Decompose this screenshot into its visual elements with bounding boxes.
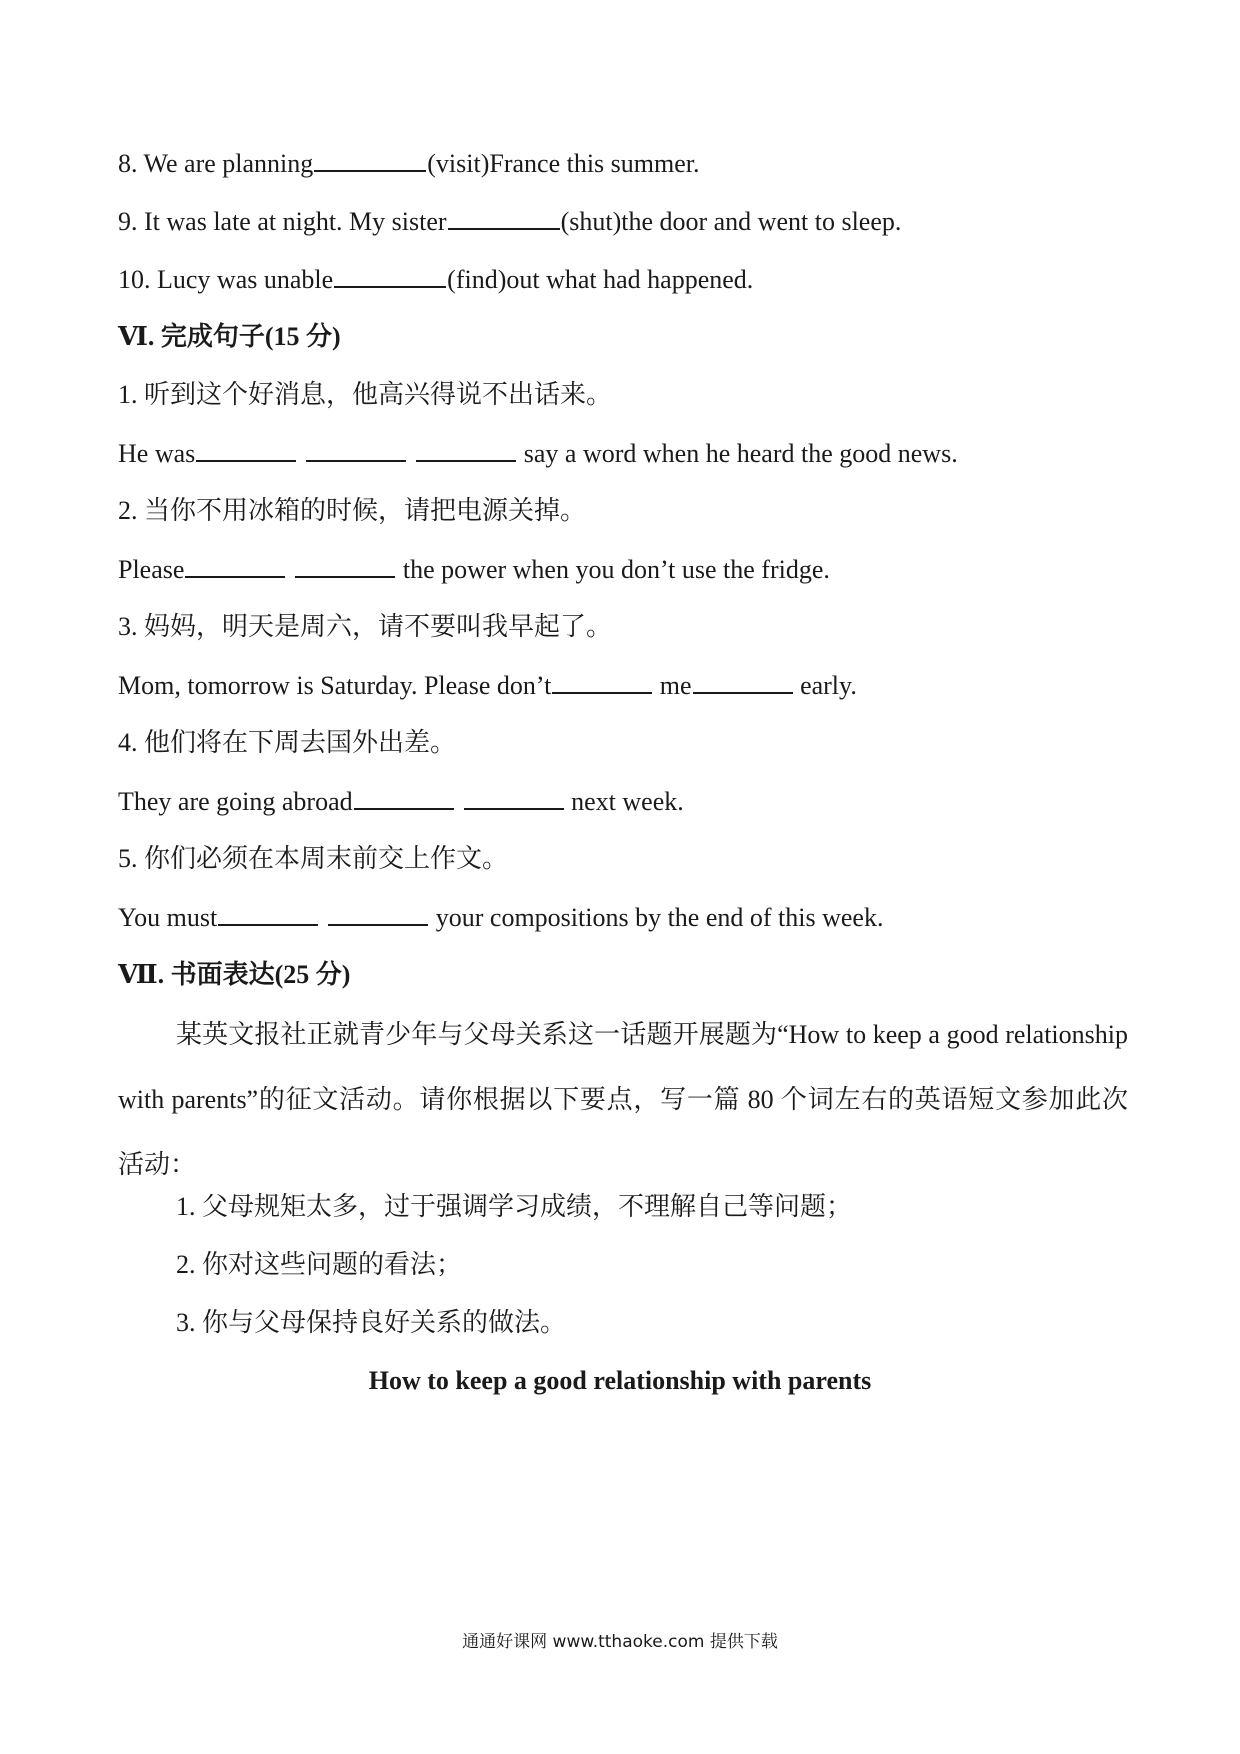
grammar-item-9: [118, 204, 901, 239]
answer-blank[interactable]: [185, 552, 285, 578]
answer-blank[interactable]: [552, 668, 652, 694]
section-6-item-4-english: [118, 784, 684, 819]
section-6-item-3-english: [118, 668, 857, 703]
answer-blank[interactable]: [464, 784, 564, 810]
answer-blank[interactable]: [693, 668, 793, 694]
answer-blank[interactable]: [328, 900, 428, 926]
answer-blank[interactable]: [416, 436, 516, 462]
section-6-item-3-chinese: 3. 妈妈，明天是周六，请不要叫我早起了。: [118, 612, 613, 641]
answer-blank[interactable]: [295, 552, 395, 578]
writing-point-2: 2. 你对这些问题的看法；: [176, 1250, 463, 1279]
section-6-item-5-chinese: 5. 你们必须在本周末前交上作文。: [118, 844, 509, 873]
grammar-item-8: [118, 146, 700, 181]
item-text: Please: [118, 555, 185, 584]
item-text: (visit)France this summer.: [427, 149, 700, 178]
grammar-item-10: [118, 262, 753, 297]
section-6-item-1-english: [118, 436, 958, 471]
answer-blank[interactable]: [354, 784, 454, 810]
item-text: 9. It was late at night. My sister: [118, 207, 447, 236]
section-6-item-5-english: [118, 900, 883, 935]
section-6-item-1-chinese: 1. 听到这个好消息，他高兴得说不出话来。: [118, 380, 613, 409]
answer-blank[interactable]: [306, 436, 406, 462]
page-footer: 通通好课网 www.tthaoke.com 提供下载: [462, 1632, 778, 1652]
writing-point-1: 1. 父母规矩太多，过于强调学习成绩，不理解自己等问题；: [176, 1192, 853, 1221]
section-6-item-2-chinese: 2. 当你不用冰箱的时候，请把电源关掉。: [118, 496, 587, 525]
answer-blank[interactable]: [218, 900, 318, 926]
section-6-item-2-english: [118, 552, 830, 587]
item-text: me: [653, 671, 692, 700]
writing-point-3: 3. 你与父母保持良好关系的做法。: [176, 1308, 567, 1337]
section-7-heading: Ⅶ. 书面表达(25 分): [118, 960, 351, 989]
section-6-heading: Ⅵ. 完成句子(15 分): [118, 322, 341, 351]
item-text: next week.: [564, 787, 684, 816]
answer-blank[interactable]: [196, 436, 296, 462]
essay-title: How to keep a good relationship with parents: [368, 1366, 872, 1395]
item-text: (shut)the door and went to sleep.: [560, 207, 902, 236]
item-text: They are going abroad: [118, 787, 353, 816]
item-text: You must: [118, 903, 218, 932]
answer-blank[interactable]: [448, 204, 560, 230]
item-text: 8. We are planning: [118, 149, 314, 178]
item-text: Mom, tomorrow is Saturday. Please don’t: [118, 671, 552, 700]
item-text: the power when you don’t use the fridge.: [396, 555, 830, 584]
item-text: your compositions by the end of this week.: [429, 903, 884, 932]
item-text: early.: [793, 671, 857, 700]
item-text: (find)out what had happened.: [447, 265, 754, 294]
section-6-item-4-chinese: 4. 他们将在下周去国外出差。: [118, 728, 457, 757]
item-text: 10. Lucy was unable: [118, 265, 334, 294]
answer-blank[interactable]: [334, 262, 446, 288]
item-text: say a word when he heard the good news.: [517, 439, 958, 468]
item-text: He was: [118, 439, 196, 468]
writing-prompt: 某英文报社正就青少年与父母关系这一话题开展题为“How to keep a good relationship with parents”的征文活动。请你根据以下要点，写一篇 80 个词左右的英语短文参加此次活动：: [118, 1020, 1128, 1179]
answer-blank[interactable]: [314, 146, 426, 172]
